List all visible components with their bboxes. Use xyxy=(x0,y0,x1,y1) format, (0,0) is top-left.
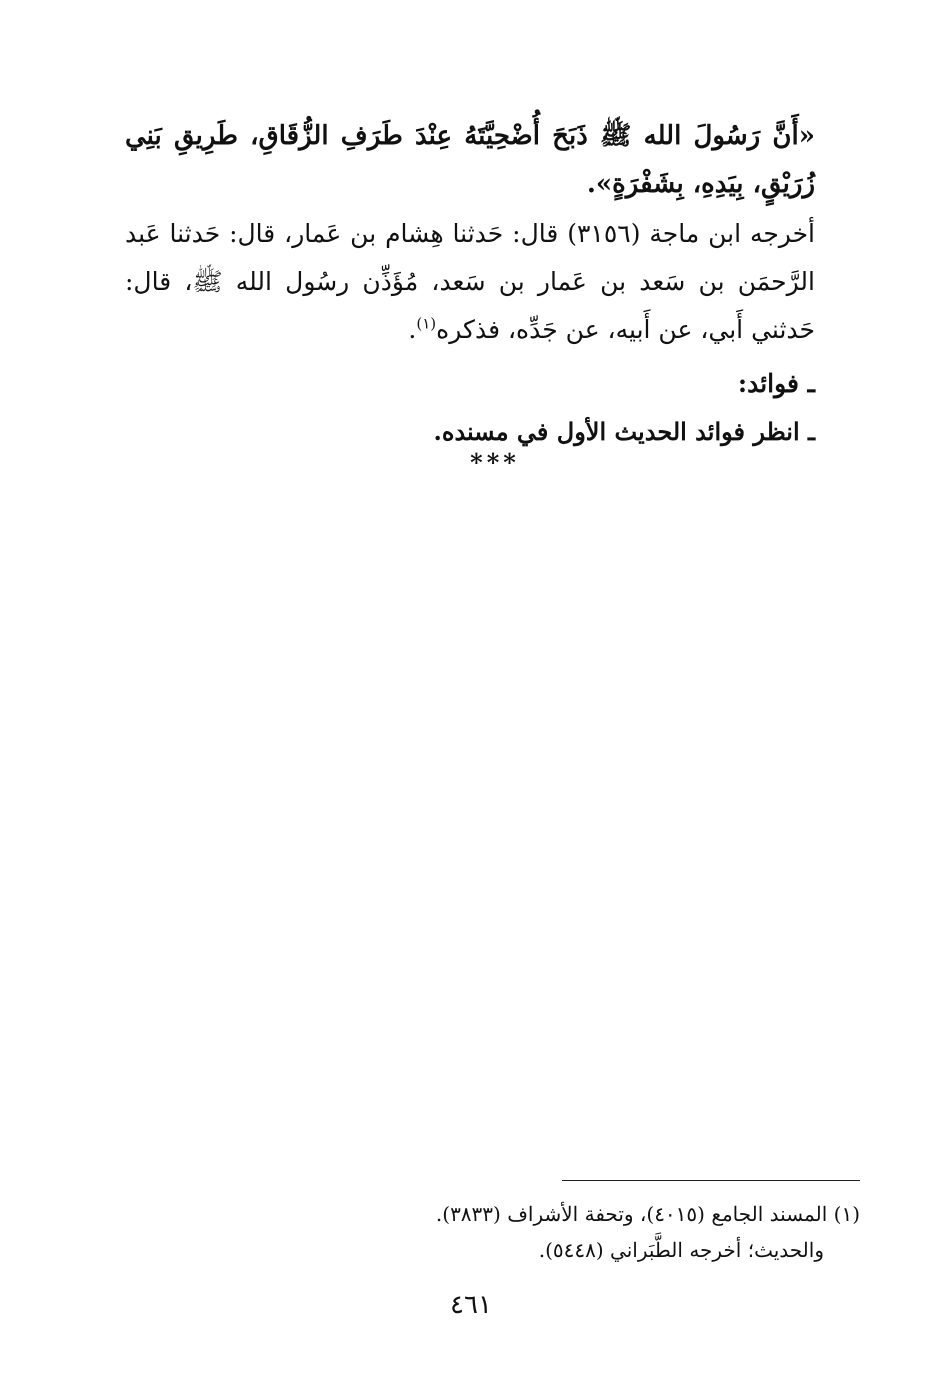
section-separator: *** xyxy=(470,448,520,477)
main-text-block xyxy=(125,112,815,456)
takhrij-text: أخرجه ابن ماجة (٣١٥٦) قال: حَدثنا هِشام بن عَمار، قال: حَدثنا عَبد الرَّحمَن بن سَعد بن عَمار بن سَعد، مُؤَذِّن رسُول الله ﷺ، قال: حَدثني أَبي، عن أَبيه، عن جَدِّه، فذكره xyxy=(125,219,816,344)
footnote-2: والحديث؛ أخرجه الطَّبَراني (٥٤٤٨). xyxy=(538,1238,824,1262)
hadith-text: «أَنَّ رَسُولَ الله ﷺ ذَبَحَ أُضْحِيَّتَهُ عِنْدَ طَرَفِ الزُّقَاقِ، طَرِيقِ بَنِي زُرَيْقٍ، بِيَدِهِ، بِشَفْرَةٍ». xyxy=(125,121,815,199)
fawaid-item: ـ انظر فوائد الحديث الأول في مسنده. xyxy=(433,417,815,446)
footnote-1: (١) المسند الجامع (٤٠١٥)، وتحفة الأشراف (٣٨٣٣). xyxy=(435,1202,860,1226)
fawaid-heading: ـ فوائد: xyxy=(737,369,815,398)
page-number: ٤٦١ xyxy=(450,1290,492,1320)
footnote-marker[interactable]: (١) xyxy=(416,314,437,333)
footnotes xyxy=(400,1196,860,1268)
takhrij-paragraph xyxy=(125,210,815,354)
takhrij-end: . xyxy=(408,315,417,344)
footnote-divider xyxy=(562,1180,860,1181)
